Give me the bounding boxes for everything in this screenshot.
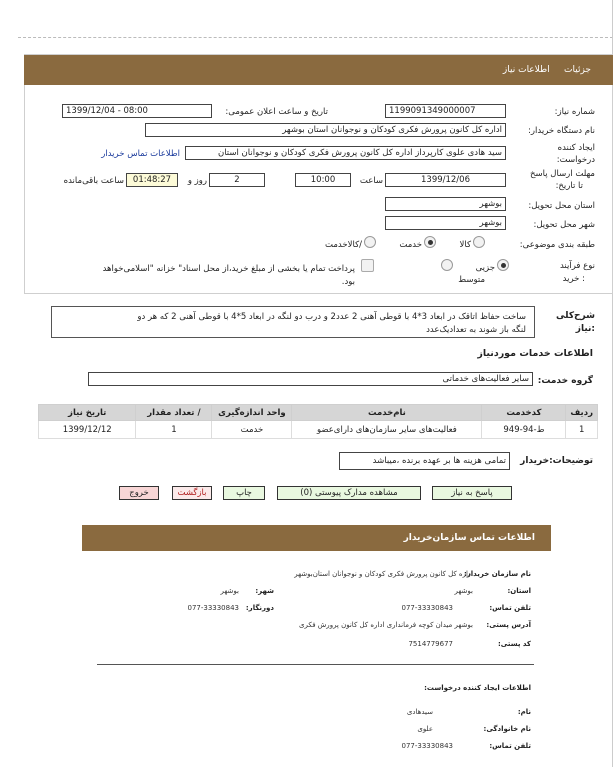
city-label: شهر محل تحویل:	[533, 220, 595, 230]
process-label-2: : خرید	[562, 274, 585, 284]
services-table	[38, 404, 598, 439]
buyer-notes-label: توضیحات:خریدار	[520, 456, 593, 466]
contact-postal-label: کد پستی:	[497, 640, 531, 648]
contact-divider	[97, 664, 534, 665]
days-label: روز و	[187, 176, 207, 186]
creator-label-1: ایجاد کننده	[557, 143, 595, 153]
creator-phone-value: 077-33330843	[401, 742, 453, 750]
attachments-button[interactable]: مشاهده مدارک پیوستی (0)	[277, 486, 421, 500]
deadline-time-field: 10:00	[295, 173, 351, 187]
col-date: تاریخ نیاز	[39, 405, 136, 421]
deadline-label-1: مهلت ارسال پاسخ	[530, 169, 595, 179]
col-row: ردیف	[566, 405, 598, 421]
service-group-label: گروه خدمت:	[537, 376, 593, 386]
contact-address-label: آدرس پستی:	[486, 621, 531, 629]
cell-code: ط-94-949	[482, 421, 566, 439]
services-title: اطلاعات خدمات موردنیاز	[477, 348, 593, 359]
process-partial-radio[interactable]	[497, 259, 509, 271]
cell-name: فعالیت‌های سایر سازمان‌های دارای‌عضو	[292, 421, 482, 439]
table-row	[39, 421, 598, 439]
process-medium-label: متوسط	[458, 275, 485, 285]
process-partial-label: جزیی	[475, 263, 495, 273]
cell-row: 1	[566, 421, 598, 439]
remaining-time-field: 01:48:27	[126, 173, 178, 187]
deadline-label-2: تا تاریخ:	[555, 181, 583, 191]
creator-section-title: اطلاعات ایجاد کننده درخواست:	[424, 684, 531, 692]
contact-address-value: بوشهر میدان کوچه فرمانداری اداره کل کانون پرورش فکری	[298, 621, 473, 629]
tab-details[interactable]: جزئیات	[564, 65, 591, 75]
contact-postal-value: 7514779677	[408, 640, 453, 648]
contact-phone-value: 077-33330843	[401, 604, 453, 612]
contact-buyer-name-value: اداره کل کانون پرورش فکری کودکان و نوجوانان استان‌بوشهر	[294, 570, 473, 578]
summary-label-2: :نیاز	[575, 324, 595, 334]
category-label: طبقه بندی موضوعی:	[519, 240, 595, 250]
deadline-date-field: 1399/12/06	[385, 173, 506, 187]
contact-province-label: استان:	[507, 587, 531, 595]
creator-field: سید هادی علوی کارپرداز اداره کل کانون پرورش فکری کودکان و نوجوانان استان	[185, 146, 506, 160]
contact-province-value: بوشهر	[454, 587, 473, 595]
summary-text-2: لنگه باز شوند به تعدادیک‌عدد	[426, 325, 526, 335]
category-goods-label: کالا	[459, 240, 471, 250]
cell-date: 1399/12/12	[39, 421, 136, 439]
category-service-radio[interactable]	[424, 236, 436, 248]
tab-need-info[interactable]: اطلاعات نیاز	[502, 65, 550, 75]
contact-header	[82, 525, 551, 551]
category-goods-service-label: /کالاخدمت	[325, 240, 362, 250]
creator-label-2: درخواست:	[556, 155, 595, 165]
col-quantity: / تعداد مقدار	[136, 405, 212, 421]
creator-first-name-value: سیدهادی	[406, 708, 433, 716]
need-number-field: 1199091349000007	[385, 104, 506, 118]
contact-title: اطلاعات تماس سازمان‌خریدار	[403, 533, 535, 543]
contact-fax-label: دورنگار:	[245, 604, 274, 612]
contact-city-value: بوشهر	[220, 587, 239, 595]
buyer-contact-link[interactable]: اطلاعات تماس خریدار	[101, 149, 180, 159]
province-field: بوشهر	[385, 197, 506, 211]
contact-phone-label: تلفن تماس:	[489, 604, 531, 612]
cell-quantity: 1	[136, 421, 212, 439]
need-number-label: شماره نیاز:	[554, 107, 595, 117]
service-group-field: سایر فعالیت‌های خدماتی	[88, 372, 533, 386]
contact-city-label: شهر:	[255, 587, 274, 595]
creator-last-name-label: نام خانوادگی:	[483, 725, 531, 733]
treasury-checkbox[interactable]	[361, 259, 374, 272]
announce-label: تاریخ و ساعت اعلان عمومی:	[225, 107, 328, 117]
buyer-notes-field: تمامی هزینه ها بر عهده برنده ،میباشد	[339, 452, 510, 470]
col-code: کدخدمت	[482, 405, 566, 421]
contact-buyer-name-label: نام سازمان خریدار:	[463, 570, 531, 578]
buyer-org-field: اداره کل کانون پرورش فکری کودکان و نوجوانان استان بوشهر	[145, 123, 506, 137]
category-goods-radio[interactable]	[473, 236, 485, 248]
creator-phone-label: تلفن تماس:	[489, 742, 531, 750]
process-label-1: نوع فرآیند	[559, 261, 595, 271]
process-medium-radio[interactable]	[441, 259, 453, 271]
exit-button[interactable]: خروج	[119, 486, 159, 500]
summary-label-1: شرح‌کلی	[556, 311, 595, 321]
province-label: استان محل تحویل:	[528, 201, 595, 211]
summary-text-1: ساخت حفاظ اتاقک در ابعاد 3*4 با قوطی آهنی 2 عدد2 و درب دو لنگه در ابعاد 5*4 با قوطی آهنی 2 که هر دو	[137, 312, 526, 322]
summary-box	[51, 306, 535, 338]
top-divider	[18, 37, 613, 38]
reply-button[interactable]: پاسخ به نیاز	[432, 486, 512, 500]
cell-unit: خدمت	[212, 421, 292, 439]
payment-note-2: بود.	[341, 277, 355, 287]
days-field: 2	[209, 173, 265, 187]
col-unit: واحد اندازه‌گیری	[212, 405, 292, 421]
remaining-label: ساعت باقی‌مانده	[63, 176, 124, 186]
header-tabs	[503, 65, 591, 75]
creator-first-name-label: نام:	[517, 708, 531, 716]
creator-last-name-value: علوی	[417, 725, 433, 733]
city-field: بوشهر	[385, 216, 506, 230]
contact-fax-value: 077-33330843	[187, 604, 239, 612]
category-goods-service-radio[interactable]	[364, 236, 376, 248]
time-label: ساعت	[359, 176, 383, 186]
panel-header	[24, 55, 613, 85]
print-button[interactable]: چاپ	[223, 486, 265, 500]
services-table-header	[39, 405, 598, 421]
category-service-label: خدمت	[399, 240, 422, 250]
back-button[interactable]: بازگشت	[172, 486, 212, 500]
col-name: نام‌خدمت	[292, 405, 482, 421]
buyer-org-label: نام دستگاه خریدار:	[528, 126, 595, 136]
announce-field: 1399/12/04 - 08:00	[62, 104, 212, 118]
payment-note-1: پرداخت تمام یا بخشی از مبلغ خرید،از محل اسناد" خزانه "اسلامی‌خواهد	[102, 264, 355, 274]
